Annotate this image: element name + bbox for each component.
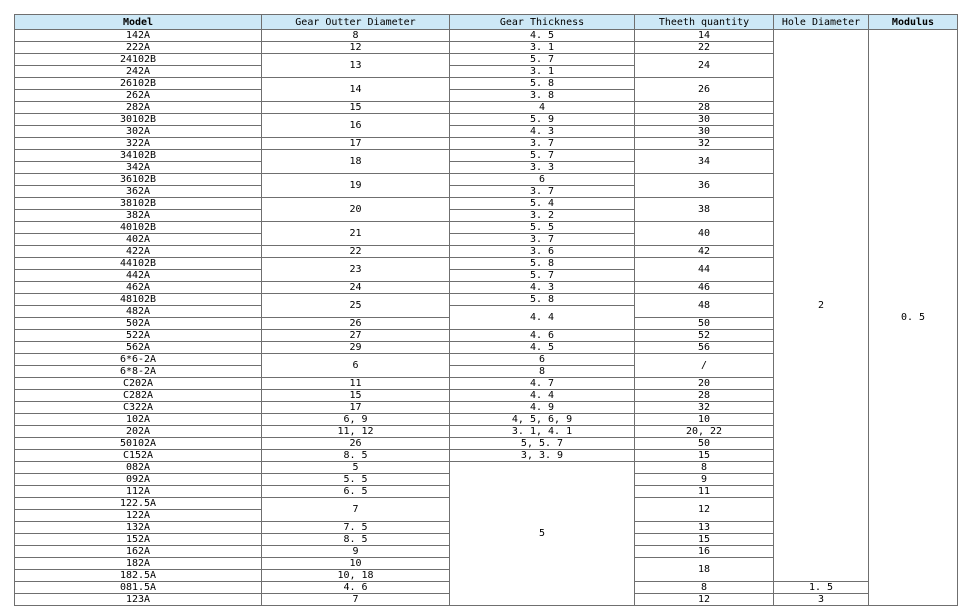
gear-thickness-cell: 3. 1 (450, 66, 635, 78)
model-cell: 562A (15, 342, 262, 354)
model-cell: 482A (15, 306, 262, 318)
gear-outer-diameter-cell: 22 (262, 246, 450, 258)
gear-thickness-cell: 4. 5 (450, 30, 635, 42)
teeth-quantity-cell: / (635, 354, 774, 378)
gear-thickness-cell: 6 (450, 354, 635, 366)
gear-outer-diameter-cell: 15 (262, 390, 450, 402)
teeth-quantity-cell: 56 (635, 342, 774, 354)
model-cell: 242A (15, 66, 262, 78)
teeth-quantity-cell: 11 (635, 486, 774, 498)
model-cell: 422A (15, 246, 262, 258)
gear-thickness-cell: 5. 8 (450, 78, 635, 90)
gear-outer-diameter-cell: 24 (262, 282, 450, 294)
model-cell: 36102B (15, 174, 262, 186)
gear-outer-diameter-cell: 12 (262, 42, 450, 54)
hole-diameter-cell: 3 (774, 594, 869, 606)
model-cell: 132A (15, 522, 262, 534)
gear-thickness-cell: 5. 7 (450, 54, 635, 66)
teeth-quantity-cell: 36 (635, 174, 774, 198)
teeth-quantity-cell: 52 (635, 330, 774, 342)
teeth-quantity-cell: 14 (635, 30, 774, 42)
gear-outer-diameter-cell: 10 (262, 558, 450, 570)
gear-outer-diameter-cell: 26 (262, 438, 450, 450)
teeth-quantity-cell: 50 (635, 318, 774, 330)
header-gear-thickness: Gear Thickness (450, 15, 635, 30)
teeth-quantity-cell: 32 (635, 138, 774, 150)
gear-outer-diameter-cell: 13 (262, 54, 450, 78)
model-cell: 182A (15, 558, 262, 570)
gear-outer-diameter-cell: 18 (262, 150, 450, 174)
model-cell: 262A (15, 90, 262, 102)
gear-thickness-cell: 3. 2 (450, 210, 635, 222)
gear-thickness-cell: 5 (450, 462, 635, 606)
model-cell: 081.5A (15, 582, 262, 594)
gear-thickness-cell: 4, 5, 6, 9 (450, 414, 635, 426)
gear-thickness-cell: 3. 7 (450, 138, 635, 150)
table-body (15, 30, 958, 606)
model-cell: 202A (15, 426, 262, 438)
teeth-quantity-cell: 16 (635, 546, 774, 558)
gear-thickness-cell: 8 (450, 366, 635, 378)
gear-thickness-cell: 5. 7 (450, 150, 635, 162)
gear-thickness-cell: 3, 3. 9 (450, 450, 635, 462)
gear-outer-diameter-cell: 7. 5 (262, 522, 450, 534)
model-cell: 102A (15, 414, 262, 426)
model-cell: 6*6-2A (15, 354, 262, 366)
gear-thickness-cell: 5. 7 (450, 270, 635, 282)
header-model: Model (15, 15, 262, 30)
teeth-quantity-cell: 20, 22 (635, 426, 774, 438)
gear-outer-diameter-cell: 6 (262, 354, 450, 378)
teeth-quantity-cell: 15 (635, 534, 774, 546)
teeth-quantity-cell: 28 (635, 390, 774, 402)
teeth-quantity-cell: 46 (635, 282, 774, 294)
hole-diameter-cell: 1. 5 (774, 582, 869, 594)
model-cell: 342A (15, 162, 262, 174)
model-cell: C152A (15, 450, 262, 462)
teeth-quantity-cell: 12 (635, 594, 774, 606)
model-cell: 462A (15, 282, 262, 294)
model-cell: 302A (15, 126, 262, 138)
gear-outer-diameter-cell: 9 (262, 546, 450, 558)
gear-outer-diameter-cell: 17 (262, 402, 450, 414)
header-gear-outer-diameter: Gear Outter Diameter (262, 15, 450, 30)
gear-thickness-cell: 3. 1 (450, 42, 635, 54)
gear-thickness-cell: 6 (450, 174, 635, 186)
gear-outer-diameter-cell: 6, 9 (262, 414, 450, 426)
model-cell: 122.5A (15, 498, 262, 510)
gear-thickness-cell: 3. 8 (450, 90, 635, 102)
teeth-quantity-cell: 15 (635, 450, 774, 462)
gear-thickness-cell: 4. 4 (450, 306, 635, 330)
model-cell: 152A (15, 534, 262, 546)
header-hole-diameter: Hole Diameter (774, 15, 869, 30)
teeth-quantity-cell: 13 (635, 522, 774, 534)
gear-thickness-cell: 3. 6 (450, 246, 635, 258)
gear-thickness-cell: 5. 9 (450, 114, 635, 126)
model-cell: 30102B (15, 114, 262, 126)
gear-thickness-cell: 4. 6 (450, 330, 635, 342)
model-cell: 082A (15, 462, 262, 474)
gear-outer-diameter-cell: 26 (262, 318, 450, 330)
modulus-cell: 0. 5 (869, 30, 958, 606)
teeth-quantity-cell: 10 (635, 414, 774, 426)
gear-outer-diameter-cell: 7 (262, 498, 450, 522)
gear-outer-diameter-cell: 23 (262, 258, 450, 282)
model-cell: 48102B (15, 294, 262, 306)
teeth-quantity-cell: 42 (635, 246, 774, 258)
gear-outer-diameter-cell: 20 (262, 198, 450, 222)
gear-outer-diameter-cell: 5. 5 (262, 474, 450, 486)
teeth-quantity-cell: 38 (635, 198, 774, 222)
teeth-quantity-cell: 50 (635, 438, 774, 450)
model-cell: 122A (15, 510, 262, 522)
gear-thickness-cell: 5. 4 (450, 198, 635, 210)
model-cell: 44102B (15, 258, 262, 270)
model-cell: 502A (15, 318, 262, 330)
gear-thickness-cell: 5, 5. 7 (450, 438, 635, 450)
gear-thickness-cell: 3. 3 (450, 162, 635, 174)
gear-outer-diameter-cell: 16 (262, 114, 450, 138)
teeth-quantity-cell: 28 (635, 102, 774, 114)
gear-outer-diameter-cell: 27 (262, 330, 450, 342)
gear-outer-diameter-cell: 4. 6 (262, 582, 450, 594)
gear-outer-diameter-cell: 19 (262, 174, 450, 198)
model-cell: C282A (15, 390, 262, 402)
model-cell: 282A (15, 102, 262, 114)
model-cell: C322A (15, 402, 262, 414)
gear-thickness-cell: 3. 1, 4. 1 (450, 426, 635, 438)
gear-outer-diameter-cell: 21 (262, 222, 450, 246)
model-cell: 38102B (15, 198, 262, 210)
gear-thickness-cell: 4. 3 (450, 126, 635, 138)
gear-thickness-cell: 4. 3 (450, 282, 635, 294)
model-cell: C202A (15, 378, 262, 390)
teeth-quantity-cell: 40 (635, 222, 774, 246)
teeth-quantity-cell: 8 (635, 582, 774, 594)
teeth-quantity-cell: 9 (635, 474, 774, 486)
header-teeth-quantity: Theeth quantity (635, 15, 774, 30)
teeth-quantity-cell: 12 (635, 498, 774, 522)
gear-outer-diameter-cell: 8. 5 (262, 534, 450, 546)
teeth-quantity-cell: 30 (635, 126, 774, 138)
model-cell: 162A (15, 546, 262, 558)
gear-thickness-cell: 4. 7 (450, 378, 635, 390)
gear-thickness-cell: 4. 5 (450, 342, 635, 354)
model-cell: 322A (15, 138, 262, 150)
gear-outer-diameter-cell: 15 (262, 102, 450, 114)
gear-thickness-cell: 3. 7 (450, 186, 635, 198)
gear-thickness-cell: 5. 8 (450, 294, 635, 306)
model-cell: 112A (15, 486, 262, 498)
teeth-quantity-cell: 20 (635, 378, 774, 390)
teeth-quantity-cell: 44 (635, 258, 774, 282)
gear-outer-diameter-cell: 5 (262, 462, 450, 474)
gear-outer-diameter-cell: 8 (262, 30, 450, 42)
teeth-quantity-cell: 30 (635, 114, 774, 126)
teeth-quantity-cell: 24 (635, 54, 774, 78)
model-cell: 362A (15, 186, 262, 198)
model-cell: 402A (15, 234, 262, 246)
model-cell: 50102A (15, 438, 262, 450)
model-cell: 40102B (15, 222, 262, 234)
model-cell: 222A (15, 42, 262, 54)
gear-outer-diameter-cell: 10, 18 (262, 570, 450, 582)
model-cell: 442A (15, 270, 262, 282)
hole-diameter-cell: 2 (774, 30, 869, 582)
gear-outer-diameter-cell: 25 (262, 294, 450, 318)
teeth-quantity-cell: 32 (635, 402, 774, 414)
gear-outer-diameter-cell: 17 (262, 138, 450, 150)
teeth-quantity-cell: 22 (635, 42, 774, 54)
gear-thickness-cell: 3. 7 (450, 234, 635, 246)
model-cell: 522A (15, 330, 262, 342)
model-cell: 182.5A (15, 570, 262, 582)
model-cell: 34102B (15, 150, 262, 162)
header-modulus: Modulus (869, 15, 958, 30)
gear-thickness-cell: 4 (450, 102, 635, 114)
gear-thickness-cell: 4. 9 (450, 402, 635, 414)
teeth-quantity-cell: 8 (635, 462, 774, 474)
header-row (15, 15, 958, 30)
teeth-quantity-cell: 18 (635, 558, 774, 582)
table-row (15, 30, 958, 42)
gear-thickness-cell: 5. 5 (450, 222, 635, 234)
gear-outer-diameter-cell: 11 (262, 378, 450, 390)
model-cell: 382A (15, 210, 262, 222)
model-cell: 142A (15, 30, 262, 42)
gear-outer-diameter-cell: 6. 5 (262, 486, 450, 498)
gear-outer-diameter-cell: 11, 12 (262, 426, 450, 438)
gear-thickness-cell: 5. 8 (450, 258, 635, 270)
table-header (15, 15, 958, 30)
model-cell: 26102B (15, 78, 262, 90)
teeth-quantity-cell: 26 (635, 78, 774, 102)
gear-outer-diameter-cell: 7 (262, 594, 450, 606)
teeth-quantity-cell: 48 (635, 294, 774, 318)
teeth-quantity-cell: 34 (635, 150, 774, 174)
gear-outer-diameter-cell: 8. 5 (262, 450, 450, 462)
model-cell: 092A (15, 474, 262, 486)
spec-table (14, 14, 958, 606)
gear-thickness-cell: 4. 4 (450, 390, 635, 402)
gear-outer-diameter-cell: 29 (262, 342, 450, 354)
model-cell: 123A (15, 594, 262, 606)
gear-outer-diameter-cell: 14 (262, 78, 450, 102)
model-cell: 6*8-2A (15, 366, 262, 378)
model-cell: 24102B (15, 54, 262, 66)
